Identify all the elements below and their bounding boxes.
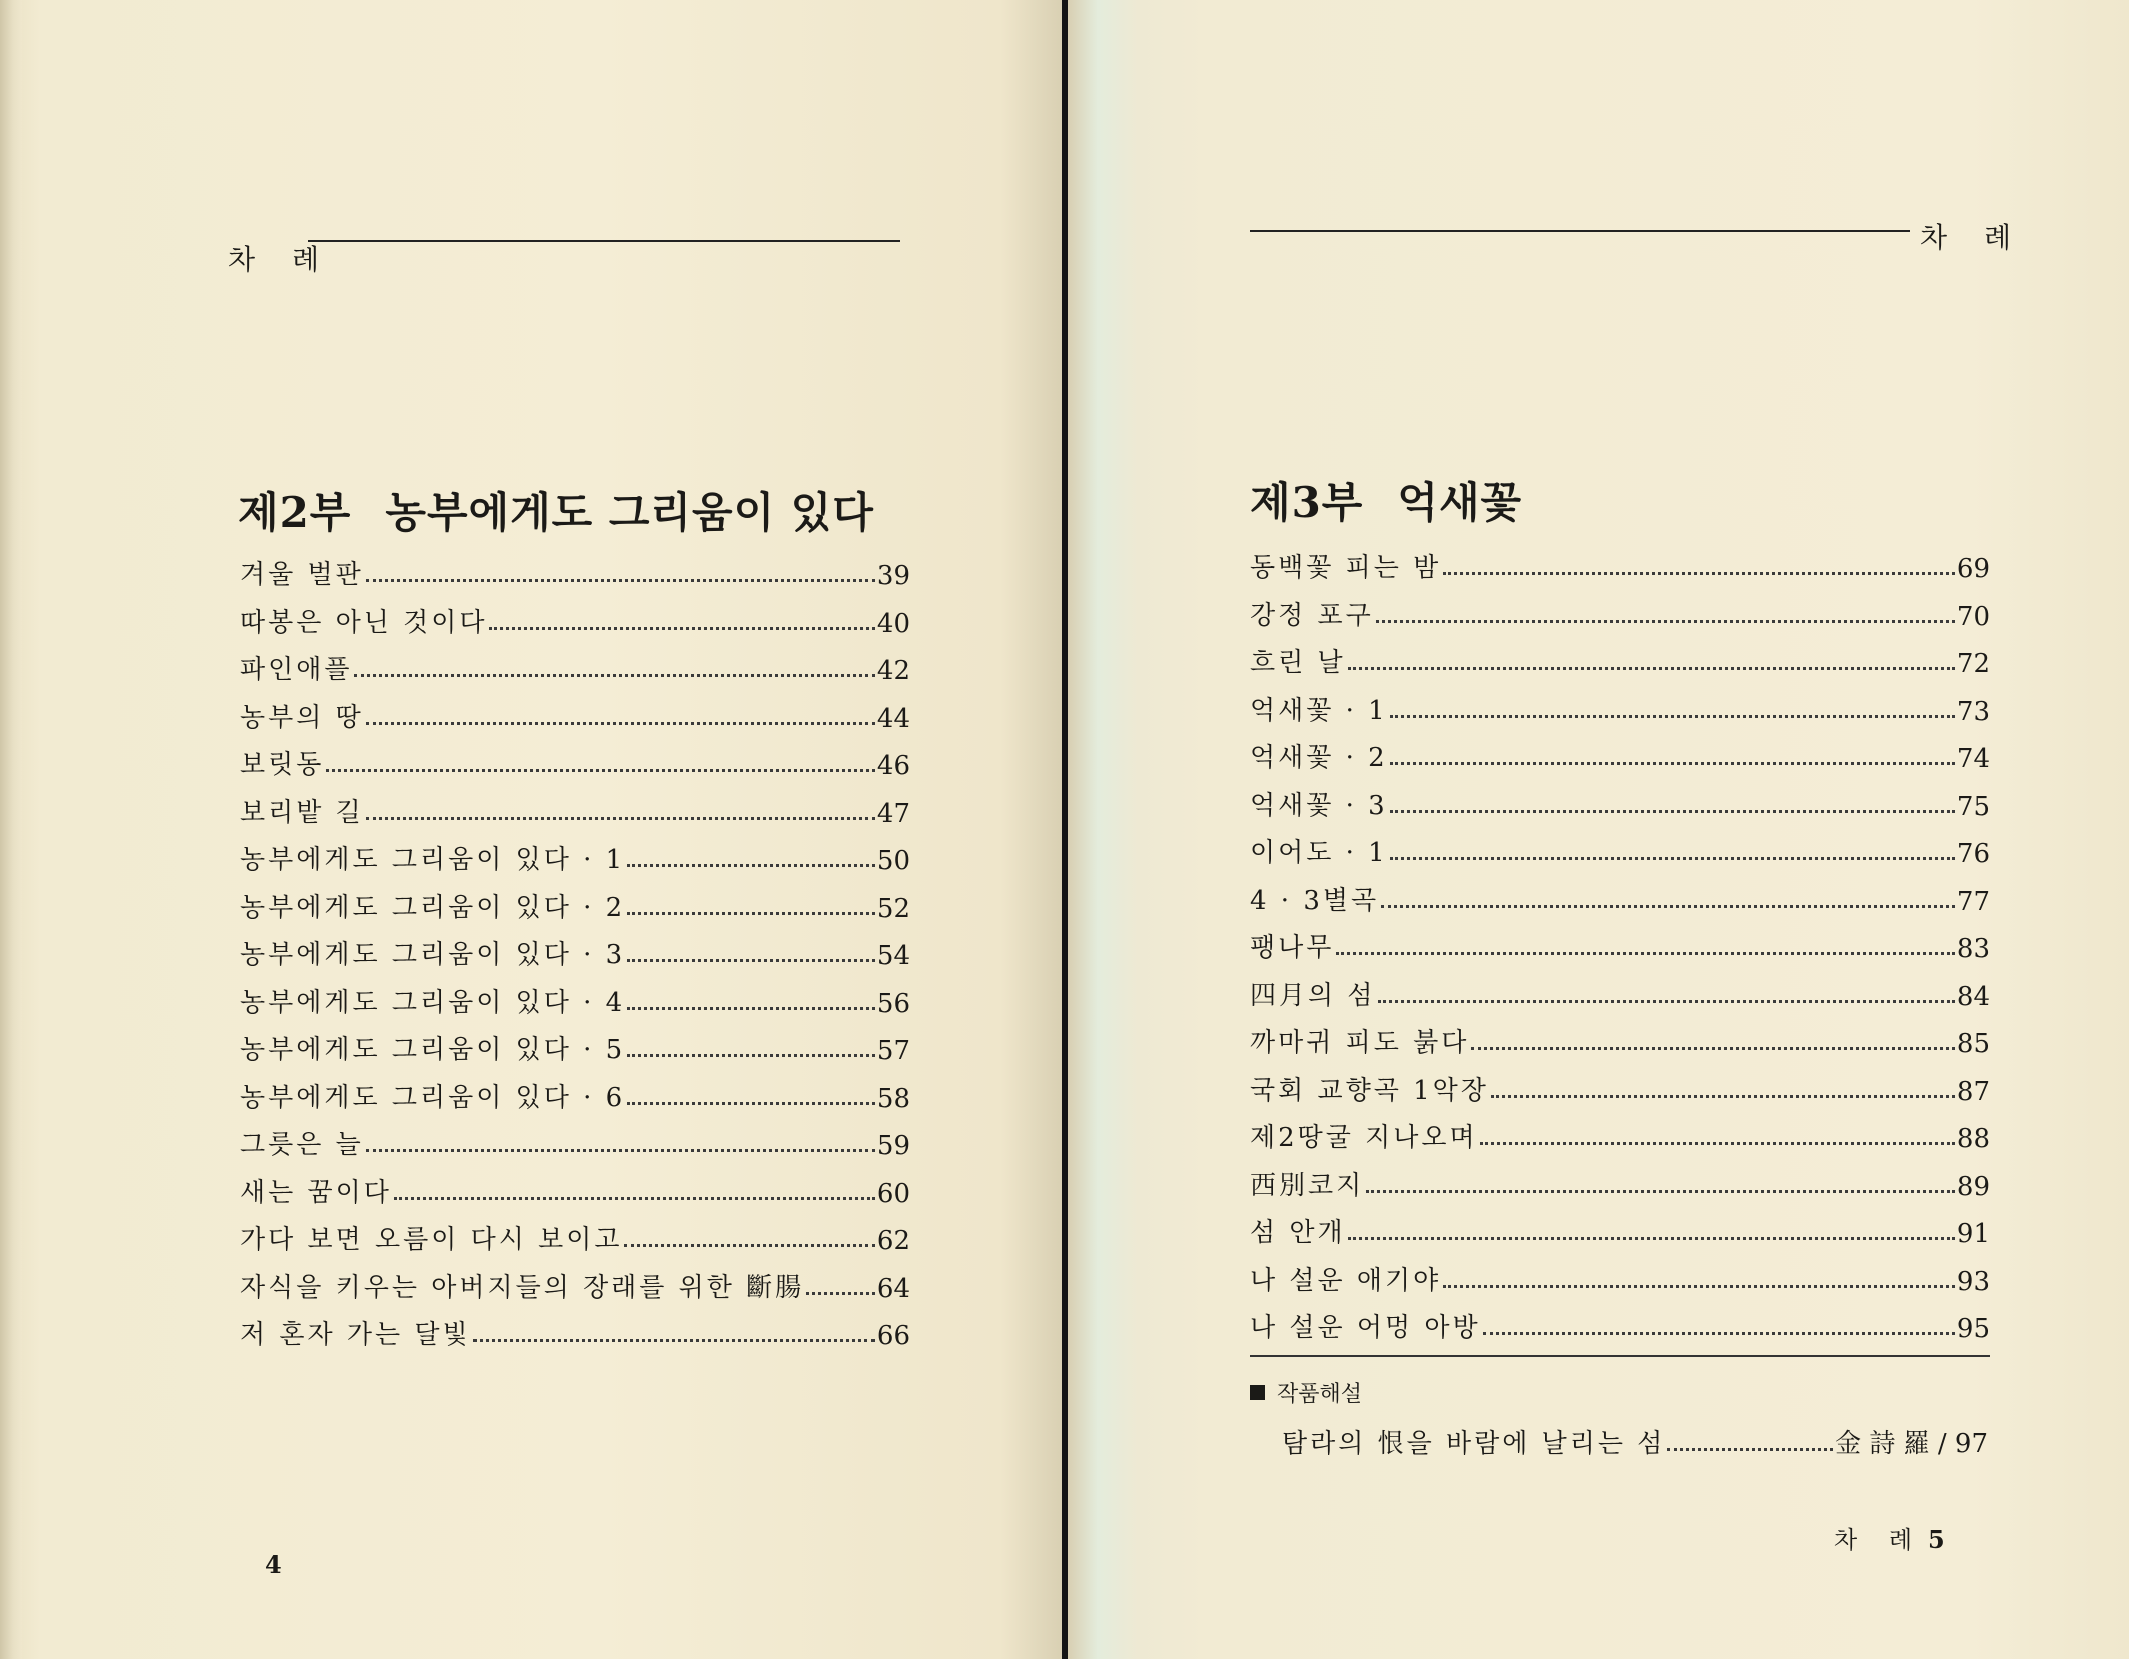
page-number-left: 4 [265, 1550, 282, 1579]
leader-dots [1471, 1047, 1955, 1050]
leader-dots [627, 1007, 875, 1010]
leader-dots [1366, 1190, 1955, 1193]
footer-label-text: 차 례 [1834, 1526, 1924, 1554]
toc-entry [1250, 687, 1990, 727]
right-part-title [1250, 470, 1522, 530]
toc-entry-title: 농부에게도 그리움이 있다 · 4 [240, 987, 626, 1018]
part-name: 농부에게도 그리움이 있다 [385, 488, 874, 537]
toc-entry [1250, 1019, 1990, 1059]
toc-entry [240, 1264, 910, 1304]
leader-dots [1483, 1332, 1955, 1335]
toc-entry-title: 농부에게도 그리움이 있다 · 6 [240, 1082, 626, 1113]
toc-entry-title: 국회 교향곡 1악장 [1250, 1075, 1489, 1106]
leader-dots [1390, 810, 1955, 813]
toc-entry-page: 91 [1956, 1219, 1990, 1249]
toc-entry-page: 56 [876, 988, 910, 1019]
leader-dots [1390, 857, 1955, 860]
toc-entry-page: 52 [876, 893, 910, 924]
toc-entry-title: 四月의 섬 [1250, 980, 1376, 1011]
part-number: 제2부 [238, 488, 352, 537]
toc-entry-title: 농부의 땅 [240, 702, 364, 733]
toc-entry-title: 새는 꿈이다 [240, 1177, 392, 1208]
leader-dots [1390, 715, 1955, 718]
toc-entry-page: 69 [1956, 554, 1990, 584]
footer-label [1834, 1520, 1945, 1555]
left-page [0, 0, 1062, 1659]
toc-entry-page: 59 [876, 1131, 910, 1161]
toc-entry-page: 75 [1956, 791, 1990, 822]
leader-dots [1491, 1095, 1955, 1098]
commentary-title: 탐라의 恨을 바람에 날리는 섬 [1282, 1429, 1666, 1459]
toc-entry [240, 1074, 910, 1114]
toc-entry-page: 57 [876, 1036, 910, 1066]
toc-entry-title: 가다 보면 오름이 다시 보이고 [240, 1225, 623, 1255]
toc-entry [240, 1169, 910, 1209]
leader-dots [1443, 572, 1955, 575]
left-part-title [238, 480, 874, 540]
toc-entry-title: 西別코지 [1250, 1170, 1365, 1201]
commentary-entry [1282, 1420, 1988, 1460]
commentary-author-page: 金 詩 羅 / 97 [1835, 1429, 1988, 1459]
toc-entry [1250, 782, 1990, 822]
left-header: 차 례 [228, 243, 333, 276]
toc-entry-page: 58 [876, 1083, 910, 1114]
toc-entry-page: 73 [1956, 696, 1990, 727]
leader-dots [1336, 952, 1955, 955]
toc-entry [240, 741, 910, 781]
leader-dots [1348, 667, 1955, 670]
toc-entry [240, 599, 910, 639]
toc-entry-title: 겨울 벌판 [240, 560, 364, 590]
toc-entry-title: 강정 포구 [1250, 600, 1374, 631]
toc-entry-title: 나 설운 애기야 [1250, 1265, 1442, 1296]
leader-dots [627, 912, 875, 915]
toc-entry-title: 따봉은 아닌 것이다 [240, 607, 488, 638]
leader-dots [1381, 905, 1955, 908]
toc-entry [1250, 544, 1990, 584]
toc-entry-page: 39 [876, 561, 910, 591]
leader-dots [1348, 1237, 1955, 1240]
leader-dots [1376, 620, 1955, 623]
right-page [1068, 0, 2129, 1659]
toc-entry [1250, 1162, 1990, 1202]
toc-entry-title: 까마귀 피도 붉다 [1250, 1028, 1470, 1058]
toc-entry-title: 동백꽃 피는 밤 [1250, 553, 1442, 583]
toc-entry-page: 88 [1956, 1124, 1990, 1154]
toc-entry [240, 979, 910, 1019]
leader-dots [366, 1149, 875, 1152]
toc-entry-page: 40 [876, 608, 910, 639]
toc-entry-title: 4 · 3별곡 [1250, 885, 1380, 916]
toc-entry-page: 54 [876, 941, 910, 971]
toc-entry [240, 551, 910, 591]
toc-entry-page: 89 [1956, 1171, 1990, 1202]
leader-dots [489, 627, 874, 630]
toc-entry-page: 93 [1956, 1266, 1990, 1297]
toc-entry [1250, 829, 1990, 869]
part-name: 억새꽃 [1397, 478, 1523, 527]
toc-entry [240, 694, 910, 734]
toc-entry-page: 84 [1956, 981, 1990, 1012]
toc-entry [1250, 972, 1990, 1012]
toc-entry-page: 87 [1956, 1076, 1990, 1107]
leader-dots [1390, 762, 1955, 765]
toc-entry-title: 제2땅굴 지나오며 [1250, 1123, 1478, 1153]
toc-entry-title: 농부에게도 그리움이 있다 · 2 [240, 892, 626, 923]
page-number-right: 5 [1928, 1525, 1945, 1554]
toc-entry-page: 74 [1956, 744, 1990, 774]
right-header: 차 례 [1920, 221, 2025, 254]
toc-entry [240, 1121, 910, 1161]
toc-entry-title: 나 설운 어멍 아방 [1250, 1313, 1481, 1343]
toc-entry-page: 42 [876, 656, 910, 686]
leader-dots [624, 1244, 874, 1247]
toc-entry-title: 파인애플 [240, 655, 353, 685]
toc-entry [1250, 1209, 1990, 1249]
toc-entry-page: 50 [876, 846, 910, 876]
toc-entry-title: 농부에게도 그리움이 있다 · 3 [240, 940, 626, 970]
toc-entry-title: 저 혼자 가는 달빛 [240, 1320, 471, 1350]
toc-entry-title: 억새꽃 · 2 [1250, 743, 1388, 773]
leader-dots [394, 1197, 875, 1200]
page-edge [0, 0, 22, 1659]
commentary-separator [1250, 1355, 1990, 1357]
toc-entry-page: 70 [1956, 601, 1990, 632]
toc-entry-page: 62 [876, 1226, 910, 1256]
toc-entry [1250, 1257, 1990, 1297]
toc-entry-page: 44 [876, 703, 910, 734]
toc-entry-title: 보릿동 [240, 750, 325, 780]
toc-entry-page: 76 [1956, 839, 1990, 869]
leader-dots [627, 1102, 875, 1105]
toc-entry [1250, 1304, 1990, 1344]
part-number: 제3부 [1250, 478, 1364, 527]
toc-entry-page: 66 [876, 1321, 910, 1351]
toc-entry [240, 646, 910, 686]
leader-dots [473, 1339, 875, 1342]
square-bullet-icon [1250, 1385, 1265, 1400]
toc-entry [240, 789, 910, 829]
leader-dots [1667, 1448, 1833, 1451]
leader-dots [366, 817, 875, 820]
toc-entry [1250, 1067, 1990, 1107]
leader-dots [627, 959, 875, 962]
toc-entry-title: 팽나무 [1250, 933, 1335, 963]
toc-entry-page: 77 [1956, 886, 1990, 917]
toc-entry [240, 1216, 910, 1256]
leader-dots [366, 722, 875, 725]
toc-entry [1250, 924, 1990, 964]
leader-dots [1443, 1285, 1955, 1288]
toc-entry-title: 억새꽃 · 3 [1250, 790, 1388, 821]
toc-entry [1250, 734, 1990, 774]
left-header-rule [308, 240, 900, 242]
leader-dots [1378, 1000, 1955, 1003]
toc-entry [1250, 877, 1990, 917]
toc-entry [1250, 639, 1990, 679]
commentary-heading [1250, 1377, 1362, 1408]
toc-entry-title: 억새꽃 · 1 [1250, 695, 1388, 726]
toc-entry [240, 836, 910, 876]
toc-entry-page: 72 [1956, 649, 1990, 679]
toc-entry-title: 이어도 · 1 [1250, 838, 1388, 868]
commentary-heading-text: 작품해설 [1277, 1382, 1363, 1407]
toc-entry [240, 884, 910, 924]
toc-entry [240, 1311, 910, 1351]
toc-entry-page: 47 [876, 798, 910, 829]
toc-entry-title: 농부에게도 그리움이 있다 · 5 [240, 1035, 626, 1065]
leader-dots [806, 1292, 875, 1295]
toc-entry-page: 46 [876, 751, 910, 781]
toc-entry-page: 95 [1956, 1314, 1990, 1344]
left-toc-list [240, 551, 910, 1351]
toc-entry-page: 83 [1956, 934, 1990, 964]
toc-entry [240, 1026, 910, 1066]
toc-entry [1250, 1114, 1990, 1154]
toc-entry-title: 섬 안개 [1250, 1218, 1346, 1248]
leader-dots [1480, 1142, 1955, 1145]
toc-entry-title: 흐린 날 [1250, 648, 1346, 678]
toc-entry-page: 85 [1956, 1029, 1990, 1059]
toc-entry-page: 60 [876, 1178, 910, 1209]
toc-entry [1250, 592, 1990, 632]
leader-dots [354, 674, 874, 677]
toc-entry-page: 64 [876, 1273, 910, 1304]
right-toc-list [1250, 544, 1990, 1344]
leader-dots [627, 1054, 875, 1057]
toc-entry [240, 931, 910, 971]
toc-entry-title: 자식을 키우는 아버지들의 장래를 위한 斷腸 [240, 1272, 805, 1303]
toc-entry-title: 보리밭 길 [240, 797, 364, 828]
toc-entry-title: 농부에게도 그리움이 있다 · 1 [240, 845, 626, 875]
leader-dots [366, 579, 875, 582]
leader-dots [326, 769, 875, 772]
right-header-rule [1250, 230, 1910, 232]
leader-dots [627, 864, 875, 867]
toc-entry-title: 그릇은 늘 [240, 1130, 364, 1160]
